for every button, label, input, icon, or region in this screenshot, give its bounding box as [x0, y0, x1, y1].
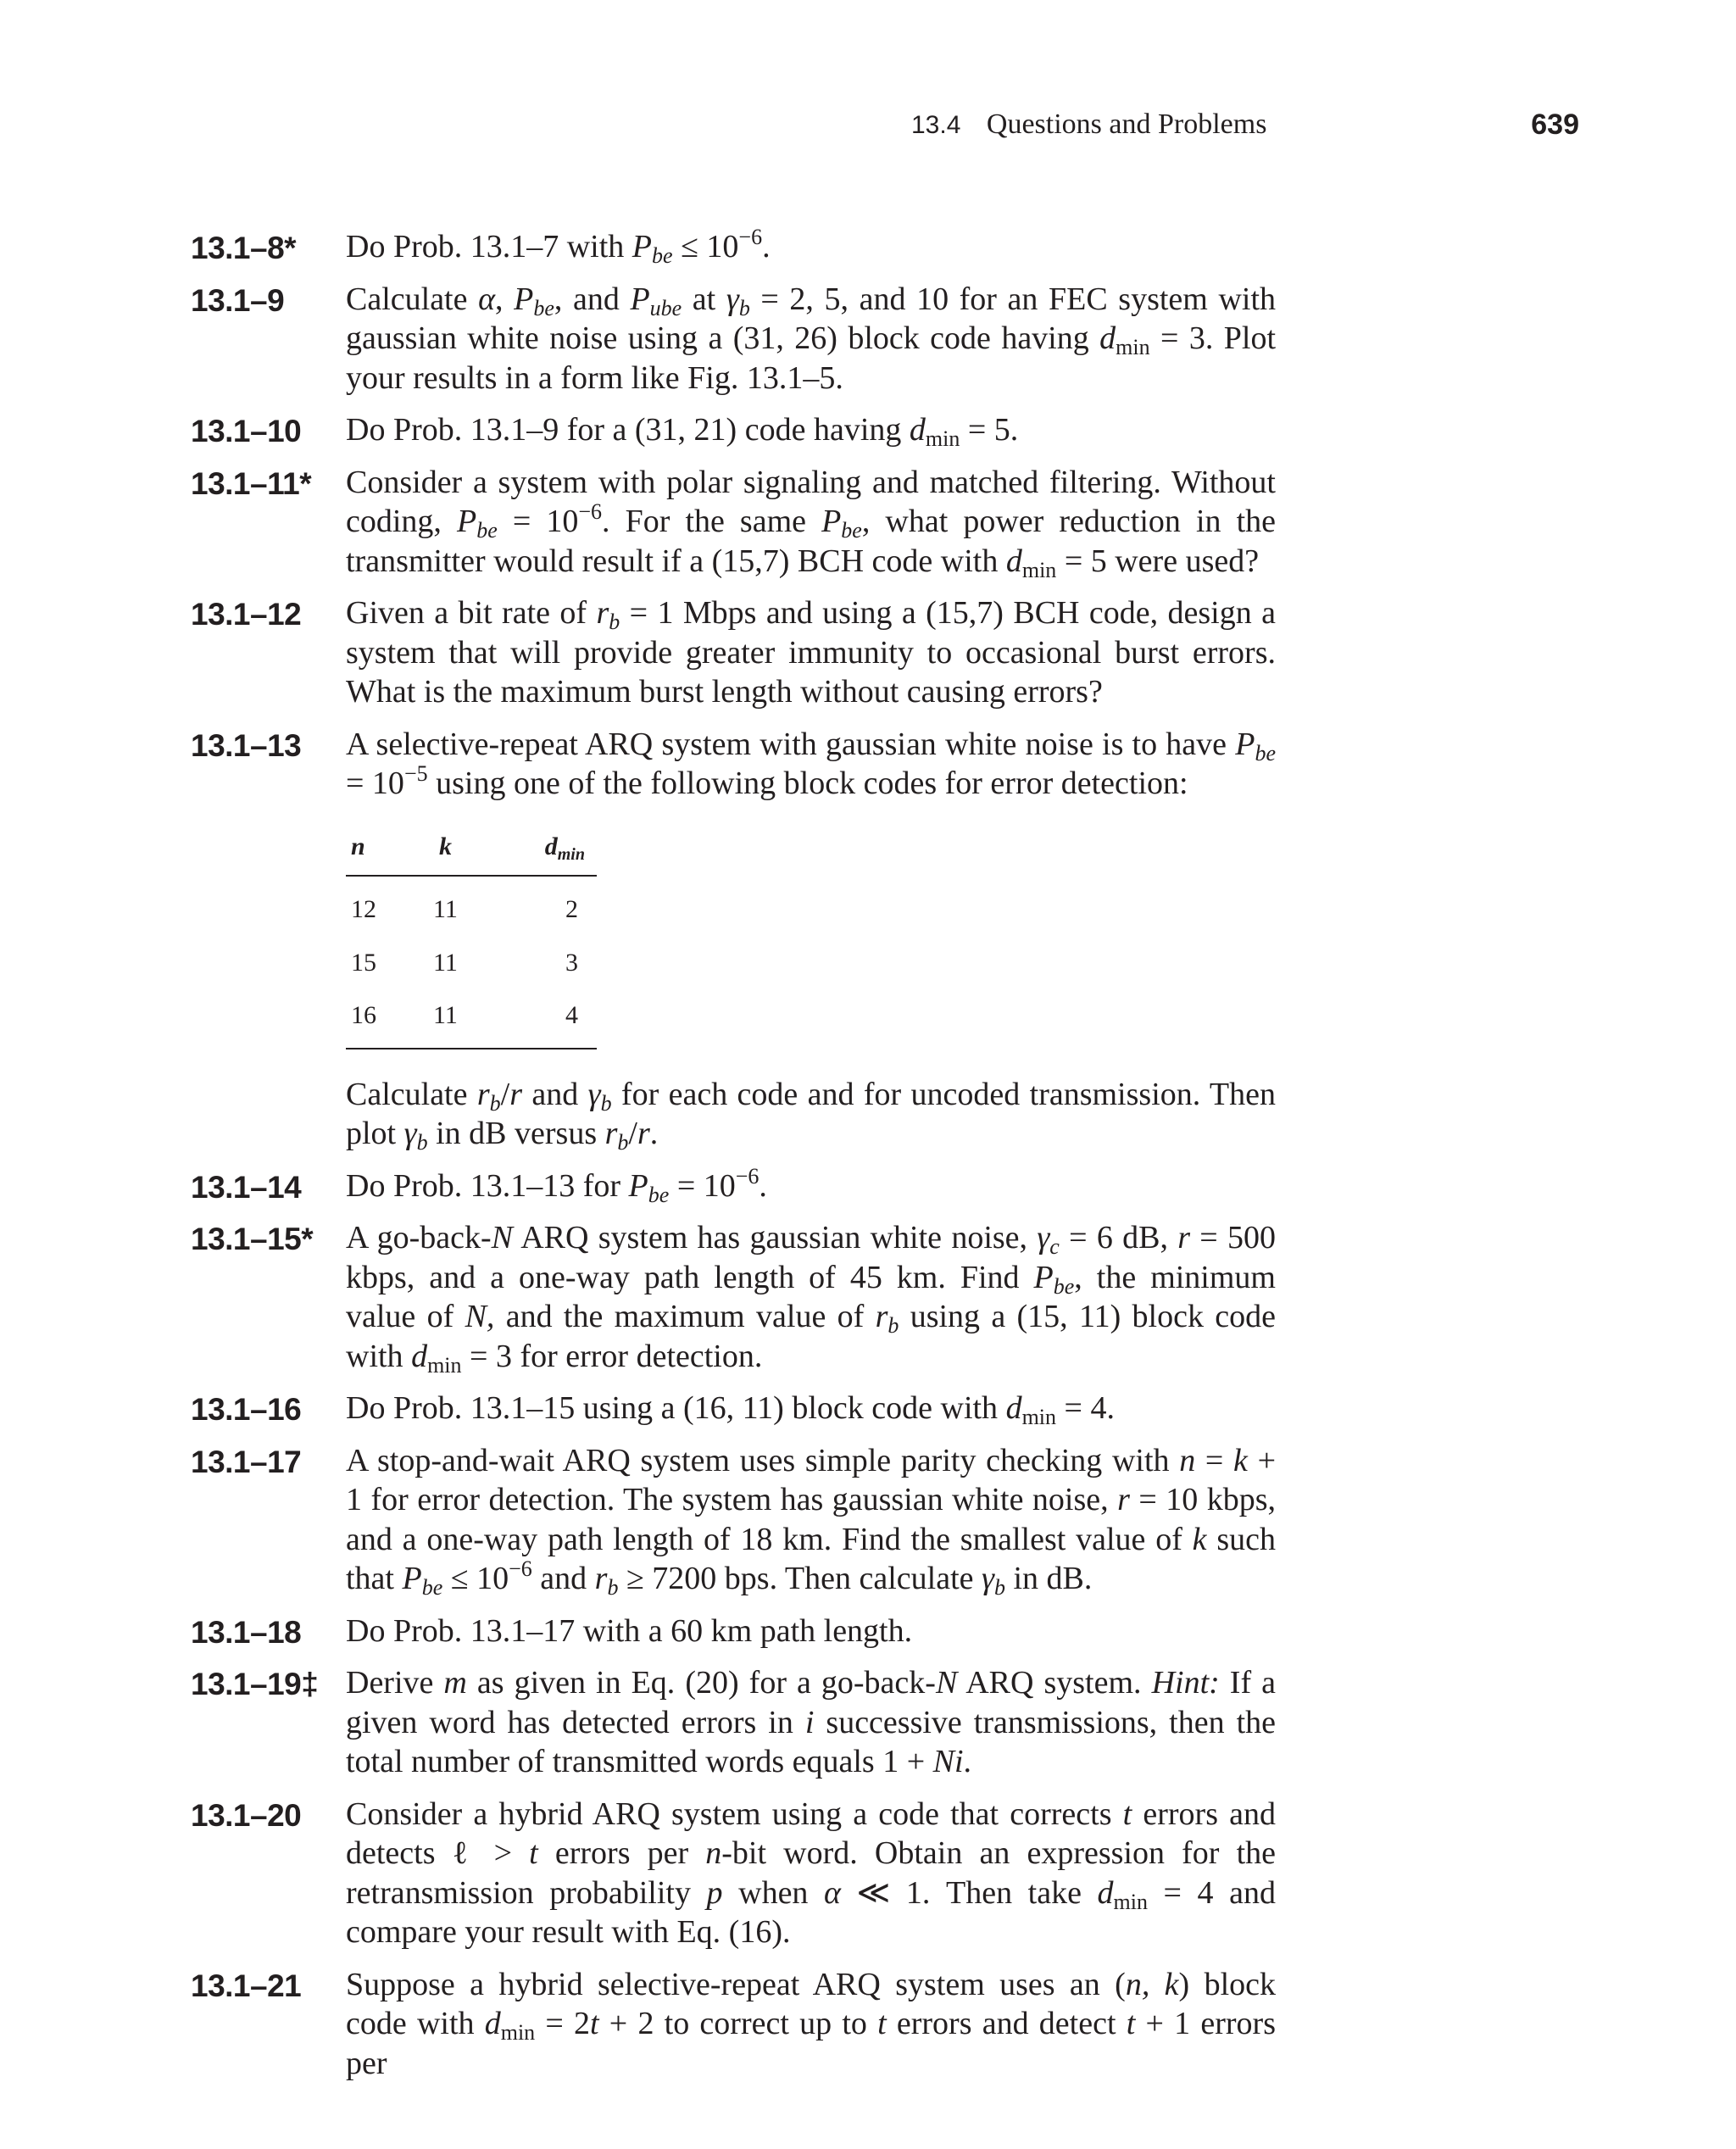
problem-text: Do Prob. 13.1–17 with a 60 km path length. — [346, 1612, 913, 1649]
block-code-table — [346, 827, 597, 1049]
column-header-n: n — [346, 827, 411, 877]
problem-13-1-15 — [191, 1218, 1276, 1376]
problem-number: 13.1–21 — [191, 1968, 302, 2003]
problem-number: 13.1–20 — [191, 1797, 302, 1833]
problem-number: 13.1–18 — [191, 1614, 302, 1650]
problem-number: 13.1–14 — [191, 1169, 302, 1205]
column-header-d: d — [544, 832, 558, 860]
problem-number: 13.1–8* — [191, 231, 297, 265]
problem-13-1-13 — [191, 725, 1276, 1154]
problem-number: 13.1–9 — [191, 282, 285, 318]
cell-n: 16 — [346, 989, 411, 1049]
column-header-dmin — [475, 827, 597, 877]
cell-dmin: 2 — [565, 895, 578, 923]
problem-13-1-10 — [191, 410, 1276, 450]
problem-13-1-9 — [191, 280, 1276, 398]
problem-13-1-16 — [191, 1389, 1276, 1428]
problem-text: Given a bit rate of $r_b = 1$ Mbps and using a (15,7) BCH code, design a system that will provide greater immunity to occasional burst errors. What is the maximum burst length without causing errors? — [346, 595, 1276, 710]
cell-dmin: 4 — [475, 989, 597, 1049]
problem-text: Calculate α, $P_{be}$, and $P_{ube}$ at $\gamma_b = 2$, 5, and 10 for an FEC system with gaussian white noise using a (31, 26) block code having $d_{min} = 3$. Plot your results in a form like Fig. 13.1–5. — [346, 281, 1277, 396]
table-header-row — [346, 827, 597, 877]
problem-13-1-14 — [191, 1163, 1276, 1207]
problem-number: 13.1–12 — [191, 597, 302, 632]
problem-13-1-12 — [191, 593, 1276, 712]
problem-13-1-8 — [191, 227, 1276, 267]
section-title: Questions and Problems — [986, 109, 1267, 140]
problem-number: 13.1–16 — [191, 1392, 302, 1427]
cell-k: 11 — [411, 989, 475, 1049]
problem-text: Derive m as given in Eq. (20) for a go-back-N ARQ system. Hint: If a given word has detected errors in i successive transmissions, then the total number of transmitted words equals 1 + Ni. — [346, 1665, 1277, 1779]
problem-13-1-11 — [191, 463, 1276, 582]
problem-13-1-19 — [191, 1663, 1276, 1782]
problem-text: Do Prob. 13.1–15 using a (16, 11) block code with $d_{min} = 4$. — [346, 1390, 1115, 1429]
problem-number: 13.1–13 — [191, 727, 302, 763]
cell-n: 15 — [351, 948, 376, 977]
running-head — [911, 109, 1266, 141]
problem-list — [191, 227, 1276, 2096]
column-header-min: min — [557, 844, 585, 864]
problem-text: Do Prob. 13.1–7 with $P_{be} \le 10^{-6}$. — [346, 225, 771, 268]
problem-13-1-17 — [191, 1441, 1276, 1599]
cell-dmin: 3 — [565, 948, 578, 977]
problem-text: Do Prob. 13.1–9 for a (31, 21) code having $d_{min} = 5$. — [346, 412, 1019, 451]
problem-number: 13.1–19‡ — [191, 1667, 319, 1701]
problem-text: A stop-and-wait ARQ system uses simple parity checking with n = k + 1 for error detection. The system has gaussian white noise, r = 10 kbps, and a one-way path length of 18 km. Find the smallest value of k such that $P_{be} \le 10^{-6}$ and $r_b \ge 7200$ bps. Then calculate $\gamma_b$ in dB. — [346, 1442, 1277, 1600]
section-number: 13.4 — [911, 111, 961, 139]
problem-number: 13.1–17 — [191, 1444, 302, 1479]
problem-text-continued: Calculate $r_b/r$ and $\gamma_b$ for each code and for uncoded transmission. Then plot $\gamma_b$ in dB versus $r_b/r$. — [346, 1076, 1276, 1155]
cell-n: 12 — [351, 895, 376, 923]
cell-k: 11 — [433, 895, 458, 923]
problem-number: 13.1–11* — [191, 465, 312, 501]
problem-13-1-18 — [191, 1612, 1276, 1651]
page-number: 639 — [1531, 109, 1579, 141]
table-row — [346, 989, 597, 1049]
problem-13-1-20 — [191, 1795, 1276, 1952]
problem-text: Consider a system with polar signaling and matched filtering. Without coding, $P_{be} = 10^{-6}$. For the same $P_{be}$, what power reduction in the transmitter would result if a (15,7) BCH code with $d_{min} = 5$ were used? — [346, 464, 1276, 582]
problem-13-1-21 — [191, 1965, 1276, 2084]
problem-number: 13.1–10 — [191, 414, 302, 448]
problem-number: 13.1–15* — [191, 1222, 314, 1256]
table-row — [346, 937, 597, 990]
table-row — [346, 876, 597, 937]
problem-text: A selective-repeat ARQ system with gaussian white noise is to have $P_{be} = 10^{-5}$ using one of the following block codes for error detection: — [346, 726, 1276, 801]
problem-text: Consider a hybrid ARQ system using a code that corrects t errors and detects ℓ > t errors per n-bit word. Obtain an expression for the retransmission probability p when α ≪ 1. Then take $d_{min} = 4$ and compare your result with Eq. (16). — [346, 1795, 1276, 1950]
problem-text: Do Prob. 13.1–13 for $P_{be} = 10^{-6}$. — [346, 1163, 767, 1207]
problem-text: Suppose a hybrid selective-repeat ARQ system uses an (n, k) block code with $d_{min} = 2t + 2$ to correct up to t errors and detect t + 1 errors per — [346, 1966, 1276, 2081]
problem-text: A go-back-N ARQ system has gaussian white noise, $\gamma_c = 6$ dB, r = 500 kbps, and a one-way path length of 45 km. Find $P_{be}$, the minimum value of N, and the maximum value of $r_b$ using a (15, 11) block code with $d_{min} = 3$ for error detection. — [346, 1220, 1276, 1378]
cell-k: 11 — [433, 948, 458, 977]
column-header-k: k — [411, 827, 475, 877]
